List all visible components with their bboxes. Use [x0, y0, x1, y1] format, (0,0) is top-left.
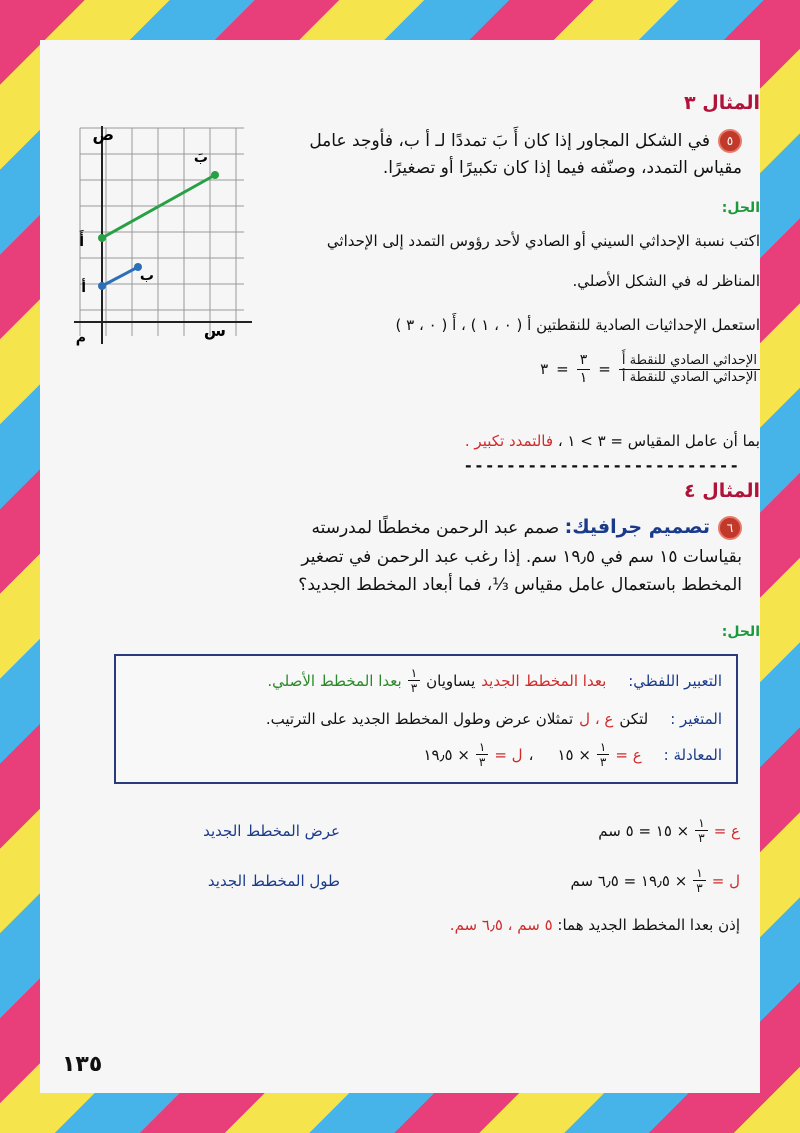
ratio-result: ٣: [540, 360, 549, 379]
page: [40, 40, 760, 1093]
solution-label-1: الحل:: [721, 200, 760, 216]
ratio-fraction: $\frac{\text{الإحداثي الصادي للنقطة أَ}}{\text{الإحداثي الصادي للنقطة أ}}$: [619, 353, 760, 385]
solution-line-2: المناظر له في الشكل الأصلي.: [572, 272, 760, 290]
solution-line-3: استعمل الإحداثيات الصادية للنقطتين أ ( ٠ ، ١ ) ، أَ ( ٠ ، ٣ ): [395, 316, 760, 334]
problem-6-line3: المخطط باستعمال عامل مقياس ⅓، فما أبعاد المخطط الجديد؟: [298, 575, 742, 596]
problem-5-line2: مقياس التمدد، وصنّفه فيما إذا كان تكبيرًا أو تصغيرًا.: [382, 158, 742, 179]
problem-5: [282, 128, 742, 182]
solution-box: [114, 654, 738, 784]
conclusion-3: بما أن عامل المقياس = ٣ > ١ ، فالتمدد تكبير .: [464, 432, 760, 450]
section-divider: --------------------------: [463, 456, 740, 475]
problem-6-line2: بقياسات ١٥ سم في ١٩٫٥ سم. إذا رغب عبد الرحمن في تصغير: [301, 547, 742, 568]
segment-ab: [102, 267, 138, 286]
coordinate-graph: [74, 122, 256, 350]
label-b: ب: [139, 268, 154, 284]
label-b-prime: بَ: [193, 150, 208, 166]
result-length: ل = $\frac{١}{٣}$ × ١٩٫٥ = ٦٫٥ سم: [570, 866, 740, 896]
result-width: ع = $\frac{١}{٣}$ × ١٥ = ٥ سم: [598, 816, 740, 846]
problem-number-badge: ٦: [718, 516, 742, 540]
solution-line-1: اكتب نسبة الإحداثي السيني أو الصادي لأحد رؤوس التمدد إلى الإحداثي: [326, 232, 760, 250]
point-a-prime: [98, 234, 106, 242]
final-answer: إذن بعدا المخطط الجديد هما: ٥ سم ، ٦٫٥ سم.: [449, 916, 740, 934]
example3-title: المثال ٣: [684, 92, 760, 114]
y-axis-label: ص: [92, 125, 114, 144]
x-axis-label: س: [203, 321, 226, 340]
problem-number-badge: ٥: [718, 129, 742, 153]
problem-5-line1: في الشكل المجاور إذا كان أَ بَ تمددًا لـ أ ب، فأوجد عامل: [309, 131, 710, 151]
result-width-label: عرض المخطط الجديد: [203, 822, 340, 840]
label-a: أ: [81, 280, 86, 296]
problem-6-line1: صمم عبد الرحمن مخططًا لمدرسته: [311, 518, 560, 538]
page-number: ١٣٥: [62, 1052, 103, 1077]
solution-label-2: الحل:: [721, 624, 760, 640]
verbal-row: التعبير اللفظي: بعدا المخطط الجديد يساويان $\frac{١}{٣}$ بعدا المخطط الأصلي.: [267, 666, 722, 696]
result-length-label: طول المخطط الجديد: [207, 872, 340, 890]
equation-row: المعادلة : ع = $\frac{١}{٣}$ × ١٥ ، ل = $\frac{١}{٣}$ × ١٩٫٥: [423, 740, 722, 770]
conclusion-highlight: فالتمدد تكبير .: [464, 432, 554, 450]
ratio-equation: $\frac{\text{الإحداثي الصادي للنقطة أَ}}{\text{الإحداثي الصادي للنقطة أ}}$ = $\frac{٣}{١}$ = ٣: [540, 352, 760, 387]
point-b-prime: [211, 171, 219, 179]
origin-label: م: [75, 330, 86, 346]
problem-6: [182, 512, 742, 599]
problem-6-topic: تصميم جرافيك:: [564, 516, 710, 538]
example4-title: المثال ٤: [684, 480, 760, 502]
point-a: [98, 282, 106, 290]
label-a-prime: أَ: [79, 234, 84, 250]
value-fraction: $\frac{٣}{١}$: [577, 352, 591, 387]
variable-row: المتغير : لتكن ع ، ل تمثلان عرض وطول المخطط الجديد على الترتيب.: [265, 710, 722, 728]
